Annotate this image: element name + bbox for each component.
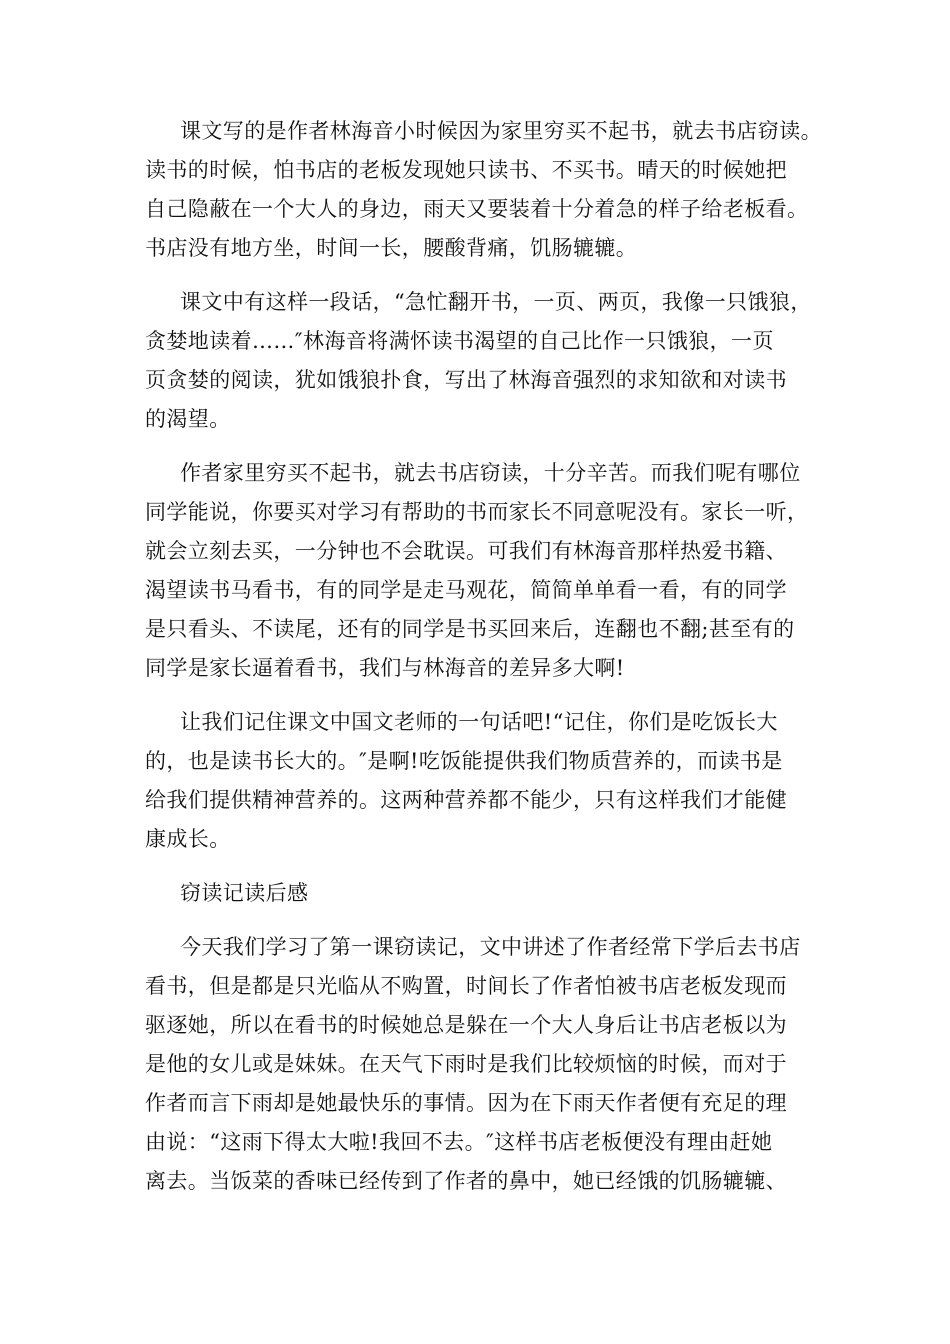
paragraph-6-line-3: 驱逐她，所以在看书的时候她总是躲在一个大人身后让书店老板以为 — [145, 1013, 787, 1037]
paragraph-6-line-4: 是他的女儿或是妹妹。在天气下雨时是我们比较烦恼的时候，而对于 — [145, 1052, 787, 1076]
paragraph-1-line-2: 读书的时候，怕书店的老板发现她只读书、不买书。晴天的时候她把 — [145, 158, 787, 182]
paragraph-4-line-3: 给我们提供精神营养的。这两种营养都不能少，只有这样我们才能健 — [145, 788, 787, 812]
paragraph-3-line-6: 同学是家长逼着看书，我们与林海音的差异多大啊! — [145, 656, 625, 680]
paragraph-1-line-4: 书店没有地方坐，时间一长，腰酸背痛，饥肠辘辘。 — [145, 236, 638, 260]
paragraph-2-line-3: 页贪婪的阅读，犹如饿狼扑食，写出了林海音强烈的求知欲和对读书 — [145, 368, 787, 392]
paragraph-1-line-1: 课文写的是作者林海音小时候因为家里穷买不起书，就去书店窃读。 — [180, 119, 822, 143]
paragraph-2-line-4: 的渴望。 — [145, 407, 231, 431]
paragraph-2-line-1: 课文中有这样一段话，“急忙翻开书，一页、两页，我像一只饿狼， — [180, 290, 812, 314]
paragraph-1-line-3: 自己隐蔽在一个大人的身边，雨天又要装着十分着急的样子给老板看。 — [145, 197, 809, 221]
paragraph-3-line-2: 同学能说，你要买对学习有帮助的书而家长不同意呢没有。家长一听， — [145, 500, 809, 524]
paragraph-3-line-4: 渴望读书马看书，有的同学是走马观花，简简单单看一看，有的同学 — [145, 578, 787, 602]
paragraph-6-line-5: 作者而言下雨却是她最快乐的事情。因为在下雨天作者便有充足的理 — [145, 1091, 787, 1115]
section-heading: 窃读记读后感 — [180, 881, 309, 905]
paragraph-3-line-1: 作者家里穷买不起书，就去书店窃读，十分辛苦。而我们呢有哪位 — [180, 461, 801, 485]
paragraph-3-line-5: 是只看头、不读尾，还有的同学是书买回来后，连翻也不翻;甚至有的 — [145, 617, 795, 641]
paragraph-6-line-6: 由说：“这雨下得太大啦!我回不去。″这样书店老板便没有理由赶她 — [145, 1130, 773, 1154]
paragraph-2-line-2: 贪婪地读着……″林海音将满怀读书渴望的自己比作一只饿狼，一页 — [145, 329, 774, 353]
paragraph-6-line-1: 今天我们学习了第一课窃读记，文中讲述了作者经常下学后去书店 — [180, 935, 801, 959]
paragraph-4-line-2: 的，也是读书长大的。″是啊!吃饭能提供我们物质营养的，而读书是 — [145, 749, 783, 773]
paragraph-4-line-4: 康成长。 — [145, 827, 231, 851]
paragraph-4-line-1: 让我们记住课文中国文老师的一句话吧!“记住，你们是吃饭长大 — [180, 710, 778, 734]
paragraph-3-line-3: 就会立刻去买，一分钟也不会耽误。可我们有林海音那样热爱书籍、 — [145, 539, 787, 563]
paragraph-6-line-7: 离去。当饭菜的香味已经传到了作者的鼻中，她已经饿的饥肠辘辘、 — [145, 1169, 787, 1193]
paragraph-6-line-2: 看书，但是都是只光临从不购置，时间长了作者怕被书店老板发现而 — [145, 974, 787, 998]
